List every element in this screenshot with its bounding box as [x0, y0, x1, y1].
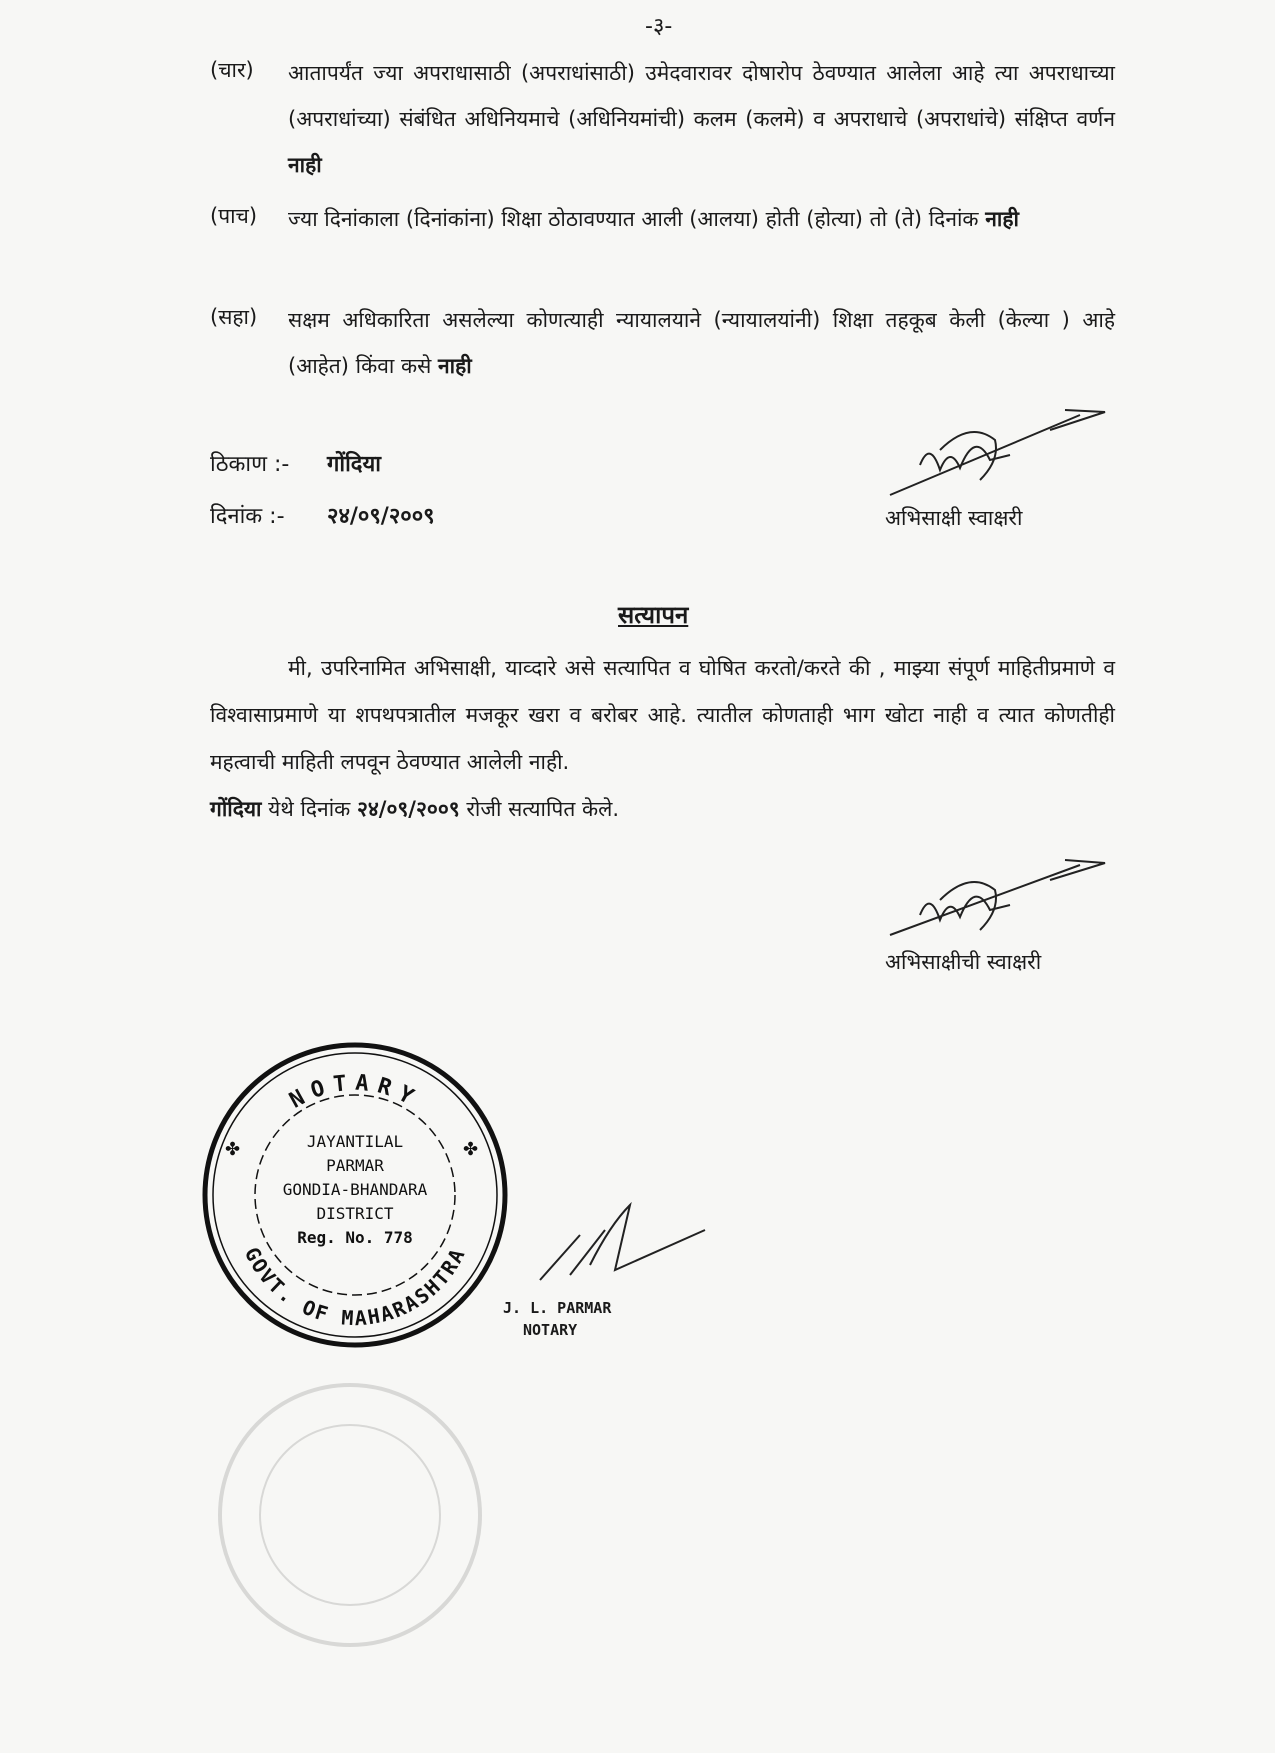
notary-signature-graphic	[520, 1195, 720, 1285]
verification-body: मी, उपरिनामित अभिसाक्षी, याव्दारे असे सत्यापित व घोषित करतो/करते की , माझ्या संपूर्ण माहितीप्रमाणे व विश्वासाप्रमाणे या शपथपत्रातील मजकूर खरा व बरोबर आहे. त्यातील कोणताही भाग खोटा नाही व त्यात कोणतीही महत्वाची माहिती लपवून ठेवण्यात आलेली नाही.	[210, 656, 1115, 774]
clause-five	[210, 196, 1115, 242]
date-row	[210, 500, 435, 530]
seal-line-3: GONDIA-BHANDARA	[282, 1180, 428, 1199]
clause-four	[210, 50, 1115, 188]
notary-seal	[195, 1035, 515, 1355]
clause-label: (पाच)	[210, 204, 258, 228]
deponent-verification-signature-graphic	[880, 855, 1110, 955]
seal-line-5: Reg. No. 778	[297, 1228, 413, 1247]
verification-end: रोजी सत्यापित केले.	[466, 797, 620, 821]
svg-text:GOVT. OF MAHARASHTRA	[240, 1243, 470, 1330]
deponent-verification-signature-label: अभिसाक्षीची स्वाक्षरी	[885, 950, 1042, 974]
date-label: दिनांक :-	[210, 504, 285, 529]
seal-ornament-right-icon: ✤	[463, 1139, 479, 1160]
clause-text	[288, 50, 1115, 188]
date-value: २४/०९/२००९	[327, 504, 435, 529]
clause-answer: नाही	[288, 153, 322, 177]
seal-top-arc: NOTARY	[285, 1070, 425, 1114]
clause-answer: नाही	[985, 207, 1019, 231]
clause-label: (चार)	[210, 58, 254, 82]
seal-line-2: PARMAR	[326, 1156, 384, 1175]
place-label: ठिकाण :-	[210, 452, 290, 477]
seal-bottom-arc: GOVT. OF MAHARASHTRA	[239, 1243, 471, 1331]
verification-mid: येथे दिनांक	[268, 797, 351, 821]
place-row	[210, 448, 381, 478]
seal-line-4: DISTRICT	[316, 1204, 394, 1223]
deponent-signature-label: अभिसाक्षी स्वाक्षरी	[885, 506, 1023, 530]
verification-closing	[210, 786, 1115, 833]
bleed-through-seal	[210, 1375, 490, 1655]
notary-name: J. L. PARMAR	[503, 1299, 612, 1317]
verification-paragraph	[210, 645, 1115, 833]
page-number: -३-	[645, 14, 673, 39]
place-value: गोंदिया	[327, 452, 381, 477]
clause-body: सक्षम अधिकारिता असलेल्या कोणत्याही न्यायालयाने (न्यायालयांनी) शिक्षा तहकूब केली (केल्या ) आहे (आहेत) किंवा कसे	[288, 308, 1115, 378]
clause-text	[288, 196, 1115, 242]
clause-label: (सहा)	[210, 305, 258, 329]
seal-line-1: JAYANTILAL	[306, 1132, 404, 1151]
svg-text:NOTARY	[286, 1071, 425, 1114]
notary-title: NOTARY	[523, 1321, 578, 1339]
clause-body: आतापर्यंत ज्या अपराधासाठी (अपराधांसाठी) उमेदवारावर दोषारोप ठेवण्यात आलेला आहे त्या अपराधाच्या (अपराधांच्या) संबंधित अधिनियमाचे (अधिनियमांची) कलम (कलमे) व अपराधाचे (अपराधांचे) संक्षिप्त वर्णन	[288, 61, 1115, 131]
clause-body: ज्या दिनांकाला (दिनांकांना) शिक्षा ठोठावण्यात आली (आलया) होती (होत्या) तो (ते) दिनांक	[288, 207, 979, 231]
clause-text	[288, 297, 1115, 389]
clause-answer: नाही	[438, 354, 472, 378]
clause-six	[210, 297, 1115, 389]
verification-heading: सत्यापन	[618, 601, 689, 629]
verification-date: २४/०९/२००९	[356, 797, 460, 821]
deponent-signature-graphic	[880, 400, 1110, 500]
verification-place: गोंदिया	[210, 797, 262, 821]
seal-ornament-left-icon: ✤	[225, 1139, 241, 1160]
